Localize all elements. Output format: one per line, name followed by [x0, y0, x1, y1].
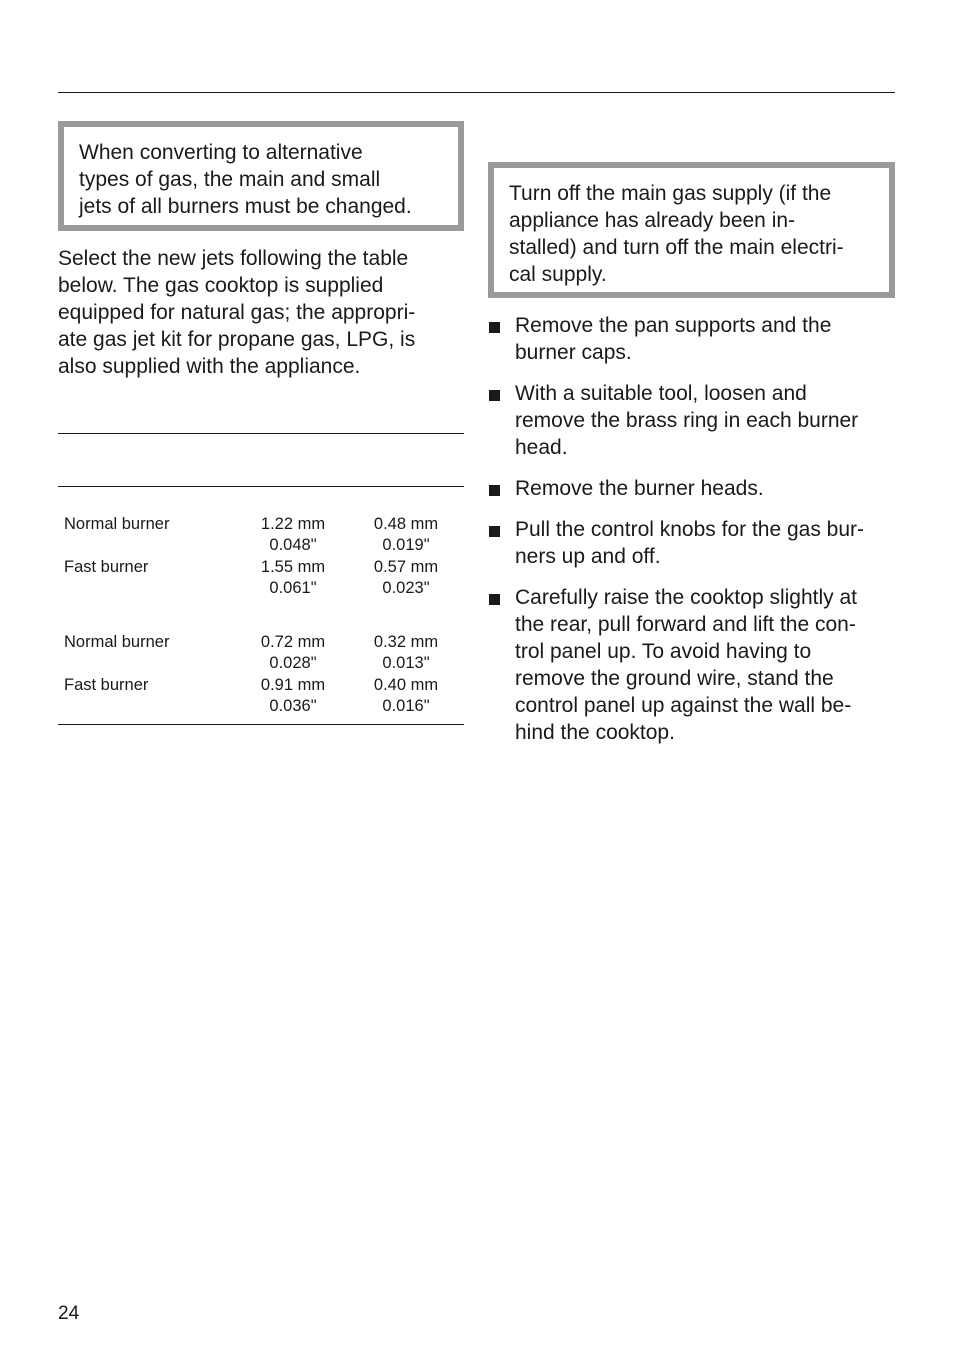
table-row [58, 675, 464, 718]
step-line: Pull the control knobs for the gas bur- [515, 518, 865, 541]
step-line: With a suitable tool, loosen and [515, 382, 807, 405]
square-bullet-icon [489, 322, 500, 333]
table-header-rule [58, 486, 464, 487]
notice-line: cal supply. [509, 263, 607, 286]
burner-name: Normal burner [64, 633, 170, 651]
notice-line: appliance has already been in- [509, 209, 796, 232]
table-bottom-rule [58, 724, 464, 725]
step-line: remove the ground wire, stand the [515, 667, 834, 690]
small-jet-mm: 0.48 mm [373, 515, 439, 533]
list-item [488, 475, 895, 502]
list-item [488, 516, 895, 570]
small-jet-mm: 0.57 mm [373, 558, 439, 576]
small-jet-cell [351, 514, 461, 556]
small-jet-mm: 0.32 mm [373, 633, 439, 651]
step-line: the rear, pull forward and lift the con- [515, 613, 856, 636]
step-line: trol panel up. To avoid having to [515, 640, 812, 663]
table-row [58, 557, 464, 600]
main-jet-inch: 0.028" [269, 654, 317, 672]
step-line: Carefully raise the cooktop slightly at [515, 586, 857, 609]
small-jet-cell [351, 632, 461, 674]
step-line: hind the cooktop. [515, 721, 675, 744]
intro-line: also supplied with the appliance. [58, 355, 361, 378]
step-line: ners up and off. [515, 545, 661, 568]
table-top-rule [58, 433, 464, 434]
burner-name: Fast burner [64, 558, 149, 576]
small-jet-inch: 0.013" [382, 654, 430, 672]
square-bullet-icon [489, 485, 500, 496]
instruction-steps [488, 312, 895, 760]
small-jet-inch: 0.016" [382, 697, 430, 715]
main-jet-cell [238, 632, 348, 674]
step-line: Remove the pan supports and the [515, 314, 832, 337]
step-line: head. [515, 436, 568, 459]
list-item [488, 380, 895, 461]
step-line: control panel up against the wall be- [515, 694, 852, 717]
intro-line: ate gas jet kit for propane gas, LPG, is [58, 328, 416, 351]
main-jet-inch: 0.061" [269, 579, 317, 597]
jet-group-propane-gas [58, 632, 464, 718]
small-jet-cell [351, 675, 461, 717]
main-jet-mm: 0.91 mm [260, 676, 326, 694]
table-row [58, 514, 464, 557]
jet-group-natural-gas [58, 514, 464, 600]
burner-name: Fast burner [64, 676, 149, 694]
intro-line: below. The gas cooktop is supplied [58, 274, 384, 297]
list-item [488, 584, 895, 746]
main-jet-cell [238, 514, 348, 556]
step-line: Remove the burner heads. [515, 477, 764, 500]
burner-name: Normal burner [64, 515, 170, 533]
square-bullet-icon [489, 526, 500, 537]
main-jet-mm: 0.72 mm [260, 633, 326, 651]
gas-conversion-notice [58, 121, 464, 231]
intro-line: equipped for natural gas; the appropri- [58, 301, 416, 324]
step-line: remove the brass ring in each burner [515, 409, 859, 432]
notice-line: types of gas, the main and small [79, 168, 381, 191]
list-item [488, 312, 895, 366]
table-row [58, 632, 464, 675]
intro-line: Select the new jets following the table [58, 247, 409, 270]
square-bullet-icon [489, 594, 500, 605]
small-jet-mm: 0.40 mm [373, 676, 439, 694]
safety-warning-notice [488, 162, 895, 298]
small-jet-inch: 0.019" [382, 536, 430, 554]
main-jet-cell [238, 557, 348, 599]
page-number: 24 [58, 1303, 80, 1324]
small-jet-inch: 0.023" [382, 579, 430, 597]
step-line: burner caps. [515, 341, 632, 364]
intro-paragraph [58, 245, 464, 380]
notice-line: Turn off the main gas supply (if the [509, 182, 832, 205]
notice-line: jets of all burners must be changed. [79, 195, 412, 218]
jet-size-table [58, 514, 464, 718]
main-jet-mm: 1.55 mm [260, 558, 326, 576]
small-jet-cell [351, 557, 461, 599]
main-jet-cell [238, 675, 348, 717]
main-jet-inch: 0.036" [269, 697, 317, 715]
header-rule [58, 92, 895, 93]
square-bullet-icon [489, 390, 500, 401]
notice-line: stalled) and turn off the main electri- [509, 236, 844, 259]
main-jet-inch: 0.048" [269, 536, 317, 554]
main-jet-mm: 1.22 mm [260, 515, 326, 533]
notice-line: When converting to alternative [79, 141, 363, 164]
